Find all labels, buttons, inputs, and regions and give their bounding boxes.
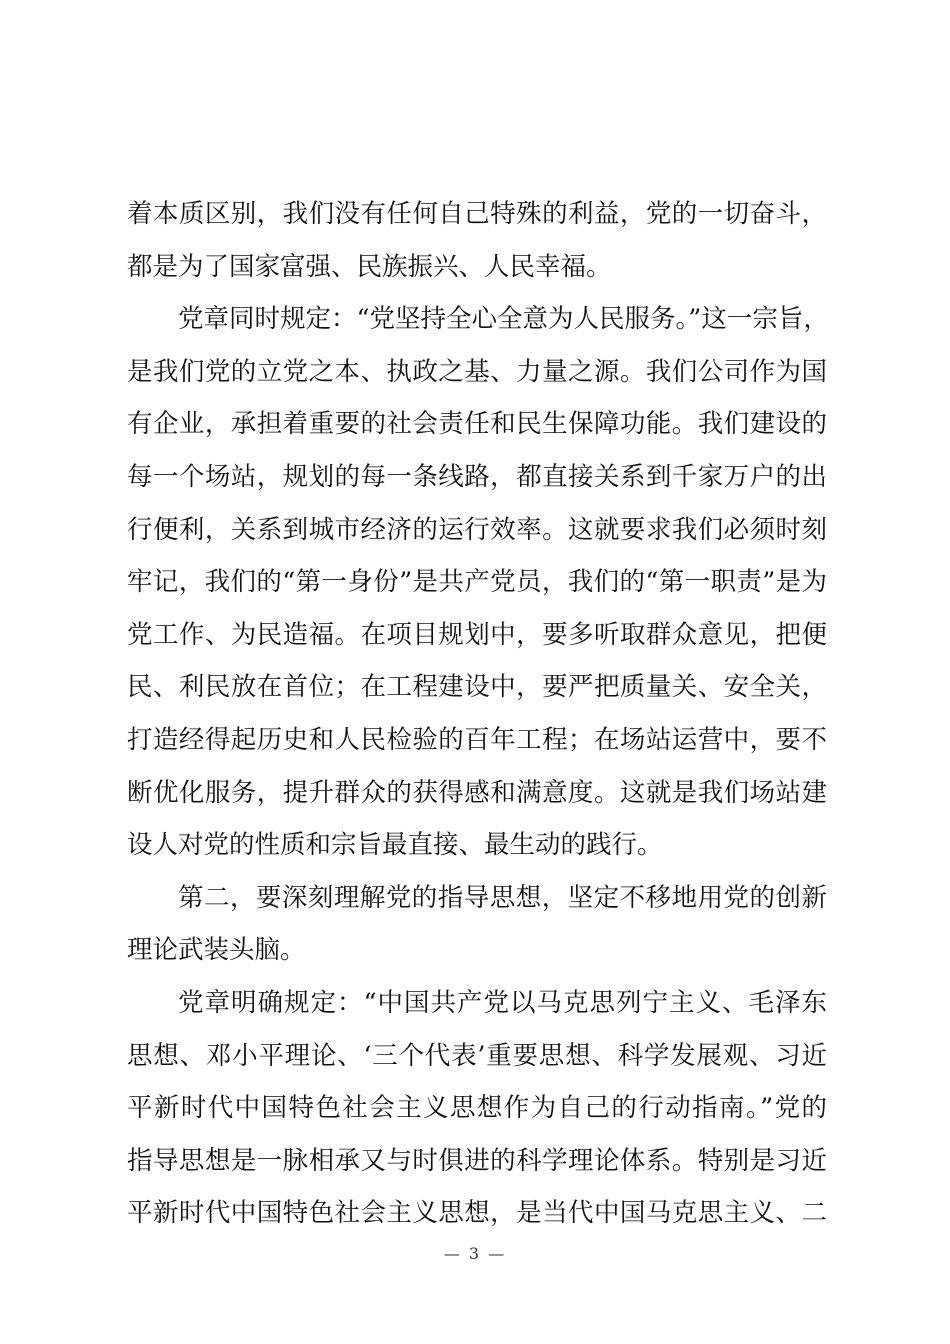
text-line: 第二，要深刻理解党的指导思想，坚定不移地用党的创新: [178, 882, 827, 913]
text-line: 每一个场站，规划的每一条线路，都直接关系到千家万户的出: [127, 461, 827, 492]
text-line: 平新时代中国特色社会主义思想作为自己的行动指南。”党的: [127, 1093, 827, 1124]
text-line: 断优化服务，提升群众的获得感和满意度。这就是我们场站建: [127, 777, 827, 808]
text-line: 党章明确规定：“中国共产党以马克思列宁主义、毛泽东: [178, 987, 827, 1018]
text-line: 都是为了国家富强、民族振兴、人民幸福。: [127, 251, 612, 282]
text-line: 是我们党的立党之本、执政之基、力量之源。我们公司作为国: [127, 356, 827, 387]
body-text: [127, 188, 827, 1240]
text-line: 党章同时规定：“党坚持全心全意为人民服务。”这一宗旨，: [178, 304, 829, 335]
text-line: 理论武装头脑。: [127, 935, 306, 966]
page-number: — 3 —: [443, 1244, 507, 1263]
text-line: 有企业，承担着重要的社会责任和民生保障功能。我们建设的: [127, 409, 827, 440]
text-line: 党工作、为民造福。在项目规划中，要多听取群众意见，把便: [127, 619, 827, 650]
text-line: 平新时代中国特色社会主义思想，是当代中国马克思主义、二: [127, 1198, 827, 1229]
text-line: 着本质区别，我们没有任何自己特殊的利益，党的一切奋斗，: [127, 199, 827, 229]
text-line: 设人对党的性质和宗旨最直接、最生动的践行。: [127, 830, 663, 861]
text-line: 行便利，关系到城市经济的运行效率。这就要求我们必须时刻: [127, 514, 827, 545]
text-line: 民、利民放在首位；在工程建设中，要严把质量关、安全关，: [127, 672, 827, 703]
text-line: 思想、邓小平理论、‘三个代表’重要思想、科学发展观、习近: [127, 1040, 827, 1071]
text-line: 指导思想是一脉相承又与时俱进的科学理论体系。特别是习近: [127, 1145, 827, 1176]
text-line: 牢记，我们的“第一身份”是共产党员，我们的“第一职责”是为: [127, 567, 827, 598]
text-line: 打造经得起历史和人民检验的百年工程；在场站运营中，要不: [127, 724, 827, 755]
